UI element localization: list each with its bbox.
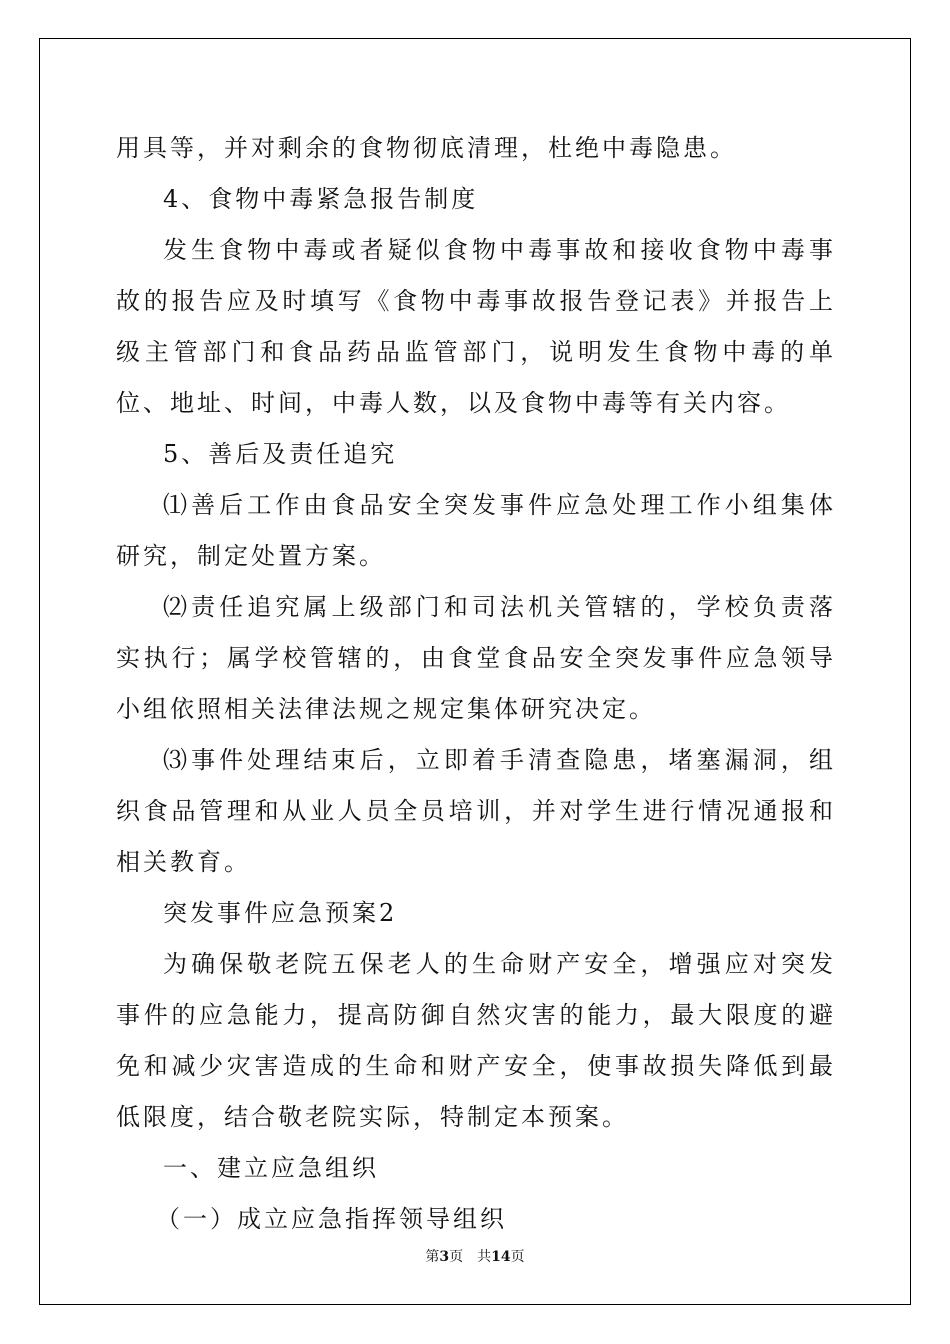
list-item-1: ⑴善后工作由食品安全突发事件应急处理工作小组集体研究，制定处置方案。 (116, 491, 836, 570)
subsection-heading-command-group: （一）成立应急指挥领导组织 (156, 1205, 507, 1233)
list-item-3: ⑶事件处理结束后，立即着手清查隐患，堵塞漏洞，组织食品管理和从业人员全员培训，并对学生进行情况通报和相关教育。 (116, 746, 836, 876)
total-pages: 14 (491, 1249, 511, 1265)
page-footer (0, 1246, 950, 1266)
list-item-2: ⑵责任追究属上级部门和司法机关管辖的，学校负责落实执行；属学校管辖的，由食堂食品安全突发事件应急领导小组依照相关法律法规之规定集体研究决定。 (116, 593, 836, 723)
section-heading-food-poisoning-report: 4、食物中毒紧急报告制度 (163, 185, 479, 213)
plan-title: 突发事件应急预案2 (163, 899, 398, 927)
paragraph-report-procedure: 发生食物中毒或者疑似食物中毒事故和接收食物中毒事故的报告应及时填写《食物中毒事故报告登记表》并报告上级主管部门和食品药品监管部门，说明发生食物中毒的单位、地址、时间，中毒人数，以及食物中毒等有关内容。 (116, 236, 836, 417)
section-heading-emergency-org: 一、建立应急组织 (163, 1154, 379, 1182)
document-body (116, 123, 836, 1245)
section-heading-aftermath: 5、善后及责任追究 (163, 440, 398, 468)
page-suffix: 页 (449, 1249, 464, 1265)
total-prefix: 共 (477, 1249, 492, 1265)
paragraph-continuation: 用具等，并对剩余的食物彻底清理，杜绝中毒隐患。 (116, 134, 737, 162)
page-number: 3 (439, 1249, 450, 1265)
paragraph-plan-purpose: 为确保敬老院五保老人的生命财产安全，增强应对突发事件的应急能力，提高防御自然灾害的能力，最大限度的避免和减少灾害造成的生命和财产安全，使事故损失降低到最低限度，结合敬老院实际，特制定本预案。 (116, 950, 836, 1131)
total-suffix: 页 (510, 1249, 525, 1265)
page-prefix: 第 (425, 1249, 440, 1265)
